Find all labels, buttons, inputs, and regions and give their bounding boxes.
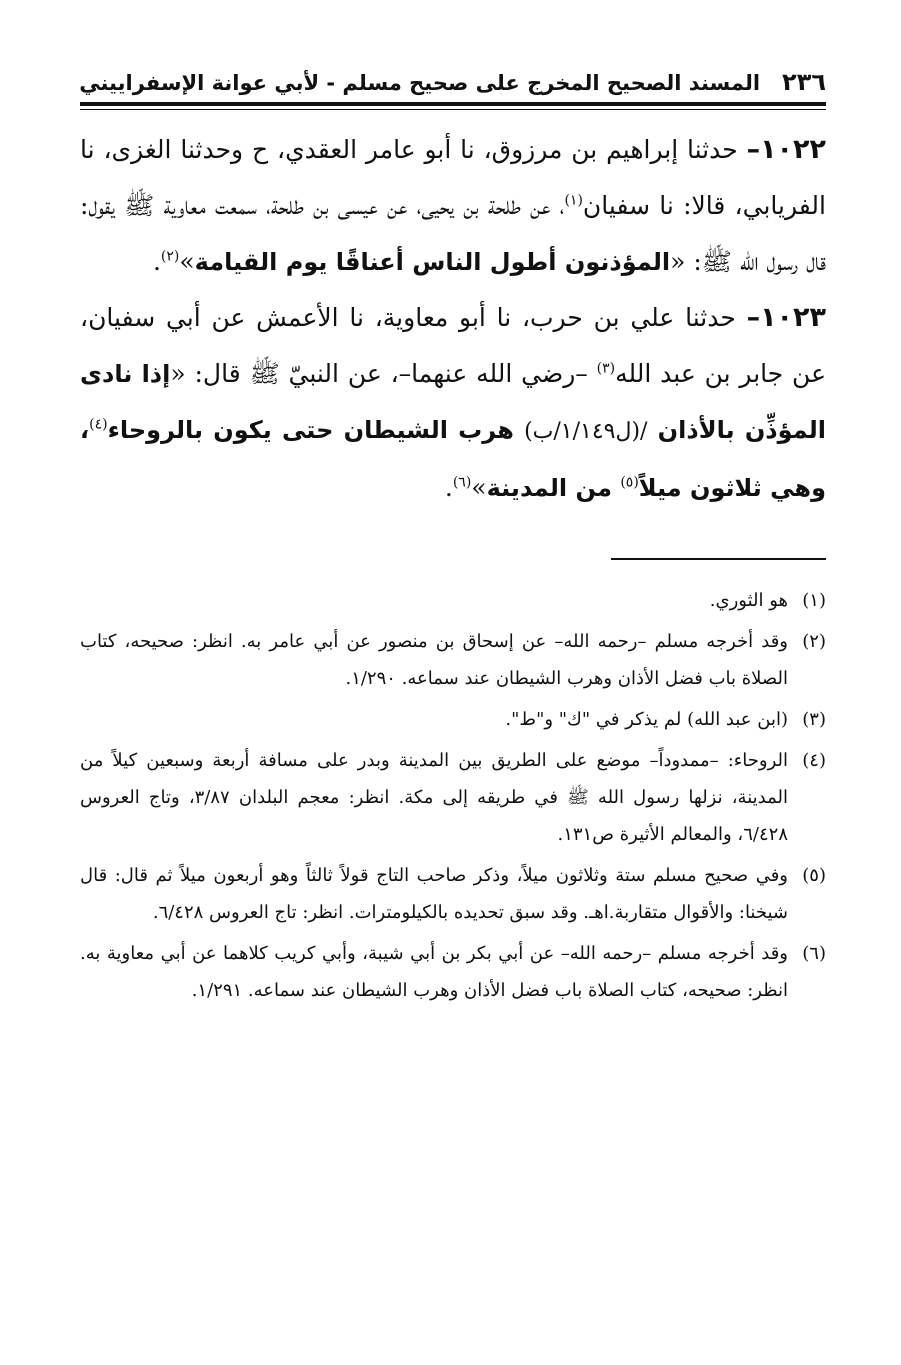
hadith-isnad: حدثنا إبراهيم بن مرزوق، نا أبو عامر العقدي، ح وحدثنا الغزى، نا الفريابي، قالا: نا سفيان — [80, 135, 826, 220]
footnote — [80, 582, 826, 619]
footnote — [80, 857, 826, 931]
footnote — [80, 701, 826, 738]
footnote-number: (٦) — [802, 943, 826, 964]
book-title: المسند الصحيح المخرج على صحيح مسلم - لأبي عوانة الإسفراييني — [79, 71, 761, 95]
footnote — [80, 935, 826, 1009]
footnote-number: (٣) — [802, 709, 826, 730]
hadith-matn-part-3: ، وهي ثلاثون ميلاً — [80, 416, 826, 502]
hadith-end: . — [152, 247, 161, 276]
hadith-1022 — [80, 122, 826, 290]
footnote-ref-3: (٣) — [596, 360, 616, 377]
footnote-number: (١) — [802, 590, 826, 611]
footnote-number: (٤) — [802, 750, 826, 771]
hadith-isnad: حدثنا علي بن حرب، نا أبو معاوية، نا الأعمش عن أبي سفيان، عن جابر بن عبد الله — [80, 303, 827, 388]
hadith-end: . — [444, 473, 453, 502]
footnote-ref-1: (١) — [564, 192, 583, 209]
hadith-matn-part-1: إذا نادى المؤذِّن بالأذان — [80, 360, 826, 444]
hadith-matn: المؤذنون أطول الناس أعناقًا يوم القيامة — [194, 248, 671, 276]
hadith-matn-part-4: من المدينة — [486, 474, 621, 502]
footnote-ref-5: (٥) — [620, 474, 639, 491]
footnote-ref-6: (٦) — [452, 474, 472, 491]
footnote — [80, 623, 826, 697]
footnote-number: (٢) — [802, 631, 826, 652]
footnote-text: (ابن عبد الله) لم يذكر في "ك" و"ط". — [505, 709, 788, 730]
running-header — [80, 60, 826, 100]
footnote-number: (٥) — [802, 865, 826, 886]
hadith-matn-part-2: هرب الشيطان حتى يكون بالروحاء — [107, 416, 525, 444]
header-rule-thin — [80, 109, 826, 110]
footnote-text: وقد أخرجه مسلم –رحمه الله– عن أبي بكر بن أبي شيبة، وأبي كريب كلاهما عن أبي معاوية به. انظر: صحيحه، كتاب الصلاة باب فضل الأذان وهرب الشيطان عند سماعه. ١/٢٩١. — [80, 943, 788, 1001]
footnote-text: وفي صحيح مسلم ستة وثلاثون ميلاً، وذكر صاحب التاج قولاً ثالثاً وهو أربعون ميلاً ثم قال: قال شيخنا: والأقوال متقاربة.اهـ. وقد سبق تحديده بالكيلومترات. انظر: تاج العروس ٦/٤٢٨. — [80, 865, 788, 923]
footnotes — [80, 582, 826, 1009]
footnote-text: وقد أخرجه مسلم –رحمه الله– عن إسحاق بن منصور عن أبي عامر به. انظر: صحيحه، كتاب الصلاة باب فضل الأذان وهرب الشيطان عند سماعه. ١/٢٩٠. — [80, 631, 788, 689]
page-number: ٢٣٦ — [782, 68, 826, 96]
manuscript-folio-ref: /(ل١/١٤٩/ب) — [524, 419, 648, 444]
quote-close: » — [471, 473, 487, 502]
hadith-number: ١٠٢٢– — [746, 134, 826, 165]
footnote-text: الروحاء: –ممدوداً– موضع على الطريق بين المدينة وبدر على مسافة أربعة وسبعين كيلاً من المدينة، نزلها رسول الله ﷺ في طريقه إلى مكة. انظر: معجم البلدان ٣/٨٧، وتاج العروس ٦/٤٢٨، والمعالم الأثيرة ص١٣١. — [80, 750, 788, 845]
hadith-number: ١٠٢٣– — [746, 302, 826, 333]
footnote-text: هو الثوري. — [709, 590, 788, 611]
main-text — [80, 122, 826, 516]
quote-close: » — [179, 247, 195, 276]
hadith-1023 — [80, 290, 826, 516]
footnote-ref-2: (٢) — [160, 248, 180, 265]
header-rule-thick — [80, 102, 826, 106]
footnote — [80, 742, 826, 853]
footnote-separator — [611, 558, 826, 560]
hadith-isnad-continued: ، عن طلحة بن يحيى، عن عيسى بن طلحة، سمعت معاوية ﷺ يقول: قال رسول الله ﷺ: « — [80, 191, 826, 276]
hadith-isnad-continued: –رضي الله عنهما–، عن النبيّ ﷺ قال: « — [170, 359, 597, 388]
footnote-ref-4: (٤) — [89, 416, 108, 433]
book-page — [80, 60, 826, 1013]
